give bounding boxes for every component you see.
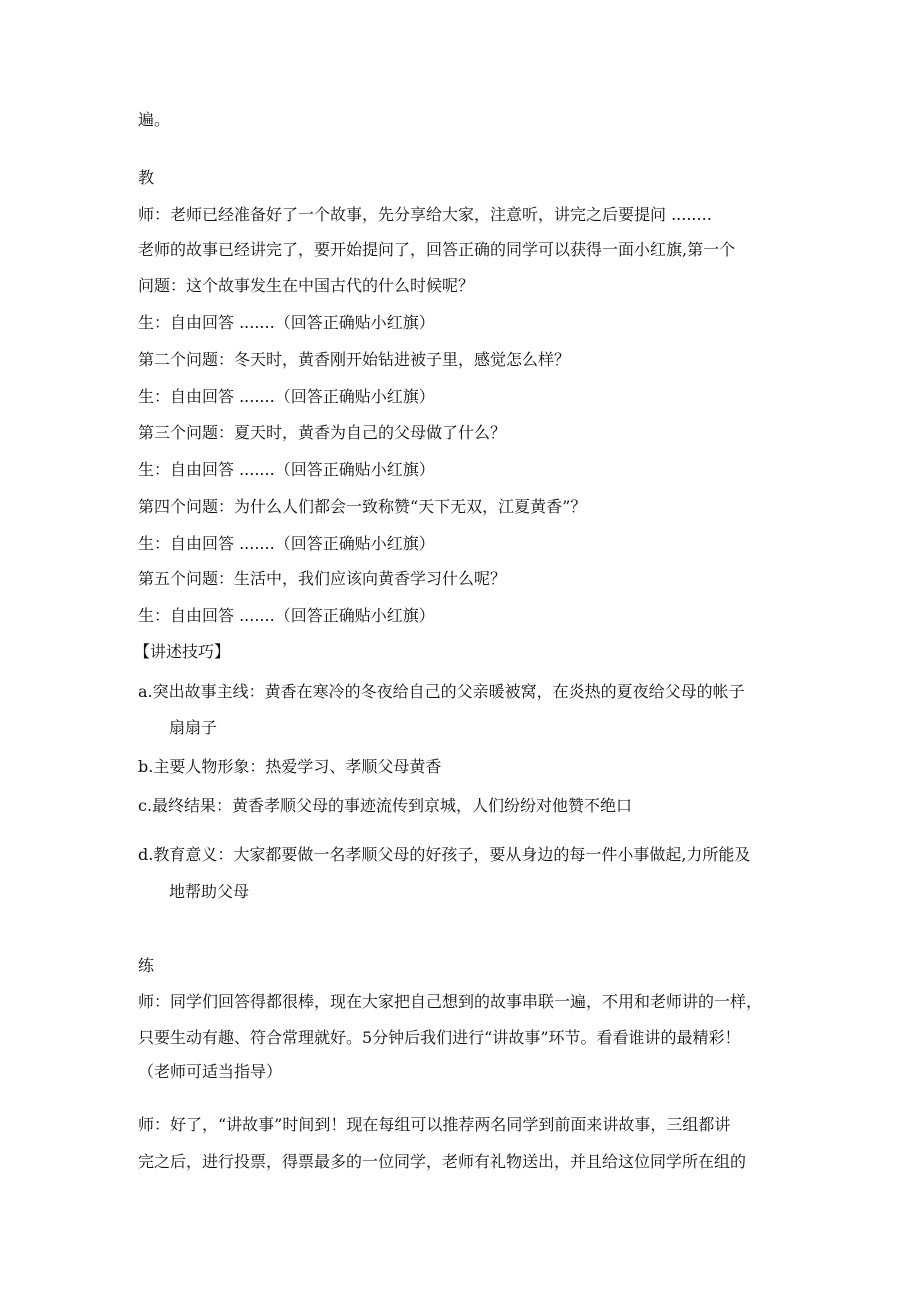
text-line: 遍。	[138, 110, 171, 129]
section-heading: 练	[138, 956, 155, 975]
text-line: （老师可适当指导）	[138, 1062, 283, 1081]
text-line: 只要生动有趣、符合常理就好。5分钟后我们进行“讲故事”环节。看看谁讲的最精彩！	[138, 1028, 741, 1047]
text-line: 老师的故事已经讲完了，要开始提问了，回答正确的同学可以获得一面小红旗,第一个	[138, 240, 736, 259]
text-line: 生：自由回答 .......（回答正确贴小红旗）	[138, 460, 435, 479]
list-item: d.教育意义：大家都要做一名孝顺父母的好孩子，要从身边的每一件小事做起,力所能及	[138, 845, 751, 864]
section-heading: 【讲述技巧】	[134, 642, 231, 661]
text-line: 生：自由回答 .......（回答正确贴小红旗）	[138, 387, 435, 406]
text-line: 生：自由回答 .......（回答正确贴小红旗）	[138, 534, 435, 553]
list-item-continuation: 扇扇子	[169, 718, 218, 737]
list-item-continuation: 地帮助父母	[169, 882, 250, 901]
text-line: 问题：这个故事发生在中国古代的什么时候呢？	[138, 276, 475, 295]
text-line: 完之后，进行投票，得票最多的一位同学，老师有礼物送出，并且给这位同学所在组的	[138, 1152, 747, 1171]
list-item: a.突出故事主线：黄香在寒冷的冬夜给自己的父亲暖被窝，在炎热的夏夜给父母的帐子	[138, 682, 745, 701]
text-line: 师：好了，“讲故事”时间到！现在每组可以推荐两名同学到前面来讲故事，三组都讲	[138, 1115, 731, 1134]
text-line: 生：自由回答 .......（回答正确贴小红旗）	[138, 313, 435, 332]
section-heading: 教	[138, 168, 155, 187]
text-line: 师：同学们回答得都很棒，现在大家把自己想到的故事串联一遍，不用和老师讲的一样，	[138, 992, 763, 1011]
text-line: 第五个问题：生活中，我们应该向黄香学习什么呢？	[138, 569, 507, 588]
text-line: 第三个问题：夏天时，黄香为自己的父母做了什么？	[138, 423, 507, 442]
text-line: 生：自由回答 .......（回答正确贴小红旗）	[138, 606, 435, 625]
list-item: c.最终结果：黄香孝顺父母的事迹流传到京城，人们纷纷对他赞不绝口	[138, 796, 633, 815]
list-item: b.主要人物形象：热爱学习、孝顺父母黄香	[138, 757, 442, 776]
text-line: 第四个问题：为什么人们都会一致称赞“天下无双，江夏黄香”？	[138, 497, 587, 516]
text-line: 师：老师已经准备好了一个故事，先分享给大家，注意听，讲完之后要提问 ........	[138, 205, 712, 224]
text-line: 第二个问题：冬天时，黄香刚开始钻进被子里，感觉怎么样？	[138, 350, 571, 369]
